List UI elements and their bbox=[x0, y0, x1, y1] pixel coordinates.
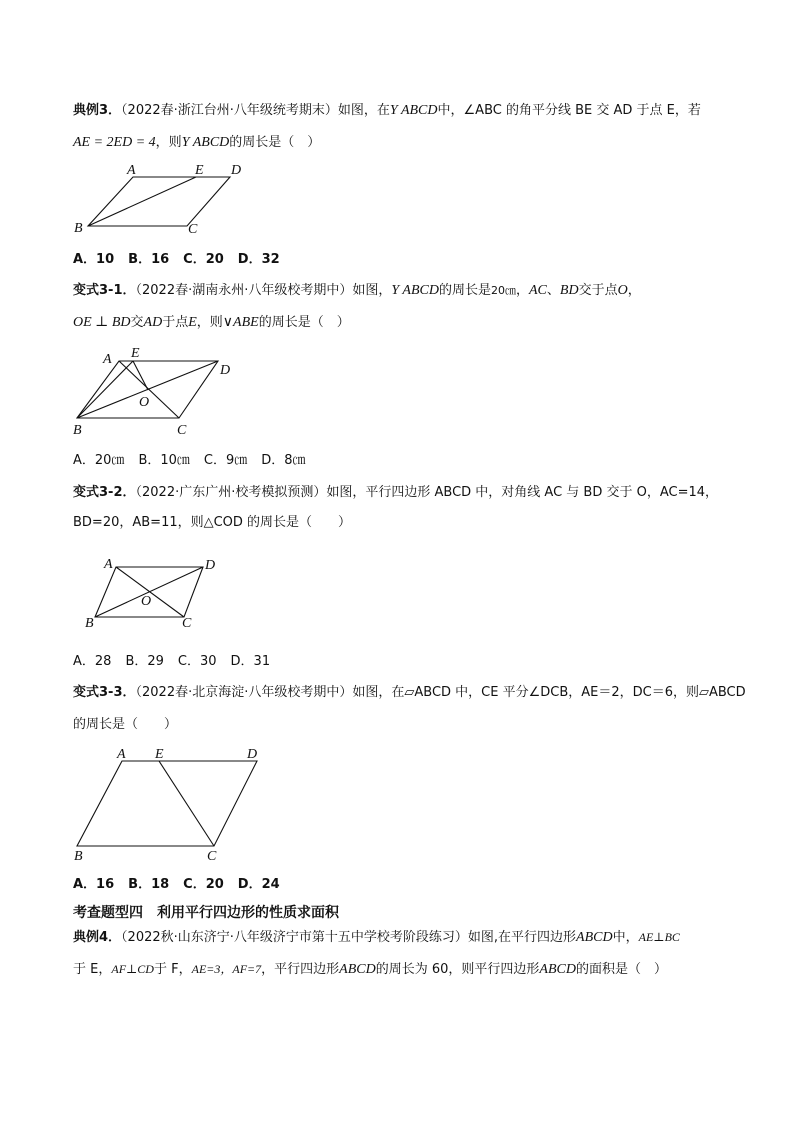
q2-text: 于点 bbox=[162, 315, 189, 330]
q2-math: O bbox=[617, 283, 628, 298]
q2-math: E bbox=[188, 315, 197, 330]
q2-math: OE ⊥ BD bbox=[73, 315, 131, 330]
q1-label-B: B bbox=[74, 221, 83, 236]
q1-math: Y ABCD bbox=[389, 103, 438, 118]
q1-text: 中，∠ABC 的角平分线 BE 交 AD 于点 E，若 bbox=[437, 103, 701, 118]
q5-text: 中， bbox=[612, 930, 639, 945]
q1-text: ，则 bbox=[155, 135, 182, 150]
q5-line-1 bbox=[73, 928, 680, 947]
q1-source: （2022春·浙江台州·八年级统考期末） bbox=[121, 103, 338, 118]
q5-math: ABCD bbox=[539, 962, 576, 977]
q4-text: 如图，在▱ABCD 中，CE 平分∠DCB，AE＝2，DC＝6，则▱ABCD bbox=[352, 685, 746, 700]
q3-option-c[interactable]: C．30 bbox=[177, 654, 217, 669]
q2-option-a[interactable]: A．20㎝ bbox=[73, 453, 125, 468]
q1-label: 典例3． bbox=[73, 103, 122, 118]
q3-label-A: A bbox=[104, 557, 113, 572]
q1-label-C: C bbox=[188, 222, 198, 237]
q4-label-E: E bbox=[155, 747, 164, 762]
q1-option-a[interactable]: A．10 bbox=[73, 252, 115, 267]
q1-label-A: A bbox=[127, 163, 136, 178]
q2-option-b[interactable]: B．10㎝ bbox=[138, 453, 190, 468]
q3-option-a[interactable]: A．28 bbox=[73, 654, 112, 669]
q5-line-2 bbox=[73, 960, 667, 979]
q3-label-D: D bbox=[205, 558, 216, 573]
q4-text: 的周长是（ ） bbox=[73, 717, 178, 732]
q3-source: （2022·广东广州·校考模拟预测） bbox=[135, 485, 327, 500]
q5-label: 典例4． bbox=[73, 930, 122, 945]
q2-math: ∨ABE bbox=[222, 315, 259, 330]
q2-unit: 20㎝ bbox=[490, 284, 516, 297]
q5-math: ABCD bbox=[339, 962, 376, 977]
q3-text: BD=20，AB=11，则△COD 的周长是（ ） bbox=[73, 515, 352, 530]
q4-option-c[interactable]: C．20 bbox=[183, 877, 224, 892]
q5-math: AE⊥BC bbox=[638, 930, 680, 944]
q2-label-C: C bbox=[177, 423, 187, 438]
q2-text: 交于点 bbox=[578, 283, 618, 298]
q2-math: BD bbox=[559, 283, 579, 298]
q1-option-b[interactable]: B．16 bbox=[128, 252, 170, 267]
q4-options bbox=[73, 876, 294, 894]
q2-label-E: E bbox=[131, 346, 140, 361]
q5-text: 的面积是（ ） bbox=[575, 962, 667, 977]
q5-text: 如图,在平行四边形 bbox=[467, 930, 577, 945]
q5-source: （2022秋·山东济宁·八年级济宁市第十五中学校考阶段练习） bbox=[121, 930, 468, 945]
q2-label-O: O bbox=[139, 395, 150, 410]
q5-text: 于 F， bbox=[153, 962, 192, 977]
q4-option-b[interactable]: B．18 bbox=[128, 877, 170, 892]
q4-label-B: B bbox=[74, 849, 83, 864]
q2-source: （2022春·湖南永州·八年级校考期中） bbox=[135, 283, 353, 298]
q2-label-B: B bbox=[73, 423, 82, 438]
q5-text: ，平行四边形 bbox=[261, 962, 340, 977]
q1-label-E: E bbox=[195, 163, 204, 178]
q5-math: AF⊥CD bbox=[111, 962, 154, 976]
q5-text: 的周长为 60，则平行四边形 bbox=[375, 962, 540, 977]
q2-option-d[interactable]: D．8㎝ bbox=[261, 453, 306, 468]
q3-label: 变式3-2． bbox=[73, 485, 136, 500]
q5-text: 于 E， bbox=[73, 962, 112, 977]
q3-label-C: C bbox=[182, 616, 192, 631]
q2-math: AC bbox=[529, 283, 547, 298]
q2-label-D: D bbox=[220, 363, 231, 378]
q4-option-d[interactable]: D．24 bbox=[237, 877, 280, 892]
q3-option-b[interactable]: B．29 bbox=[125, 654, 164, 669]
q3-text: 如图，平行四边形 ABCD 中，对角线 AC 与 BD 交于 O，AC=14， bbox=[326, 485, 719, 500]
q4-source: （2022春·北京海淀·八年级校考期中） bbox=[135, 685, 353, 700]
q2-text: ， bbox=[627, 283, 641, 298]
q2-text: 交 bbox=[130, 315, 144, 330]
q2-text: 如图， bbox=[352, 283, 392, 298]
q4-segment-CE bbox=[159, 761, 214, 846]
q2-text: ， bbox=[515, 283, 529, 298]
q1-math: AE = 2ED = 4 bbox=[73, 135, 156, 150]
q1-text: 如图，在 bbox=[337, 103, 390, 118]
q1-option-c[interactable]: C．20 bbox=[183, 252, 224, 267]
q3-label-B: B bbox=[85, 616, 94, 631]
q1-math: Y ABCD bbox=[181, 135, 230, 150]
q4-label-D: D bbox=[247, 747, 258, 762]
q3-label-O: O bbox=[141, 594, 152, 609]
q3-option-d[interactable]: D．31 bbox=[230, 654, 271, 669]
q5-math: AE=3，AF=7 bbox=[191, 962, 262, 976]
q2-label-A: A bbox=[103, 352, 112, 367]
q2-math: AD bbox=[143, 315, 163, 330]
section-heading: 考查题型四 利用平行四边形的性质求面积 bbox=[73, 905, 339, 921]
q4-label-A: A bbox=[117, 747, 126, 762]
q2-math: Y ABCD bbox=[391, 283, 439, 298]
q4-option-a[interactable]: A．16 bbox=[73, 877, 115, 892]
q2-text: ，则 bbox=[196, 315, 223, 330]
q1-text: 的周长是（ ） bbox=[229, 135, 321, 150]
q5-math: ABCD bbox=[576, 930, 613, 945]
q2-label: 变式3-1． bbox=[73, 283, 136, 298]
q2-option-c[interactable]: C．9㎝ bbox=[203, 453, 248, 468]
q4-label: 变式3-3． bbox=[73, 685, 136, 700]
q2-text: 的周长是（ ） bbox=[258, 315, 350, 330]
q2-text: 的周长是 bbox=[438, 283, 491, 298]
q4-label-C: C bbox=[207, 849, 217, 864]
q2-text: 、 bbox=[546, 283, 560, 298]
q1-label-D: D bbox=[231, 163, 242, 178]
q1-option-d[interactable]: D．32 bbox=[237, 252, 280, 267]
